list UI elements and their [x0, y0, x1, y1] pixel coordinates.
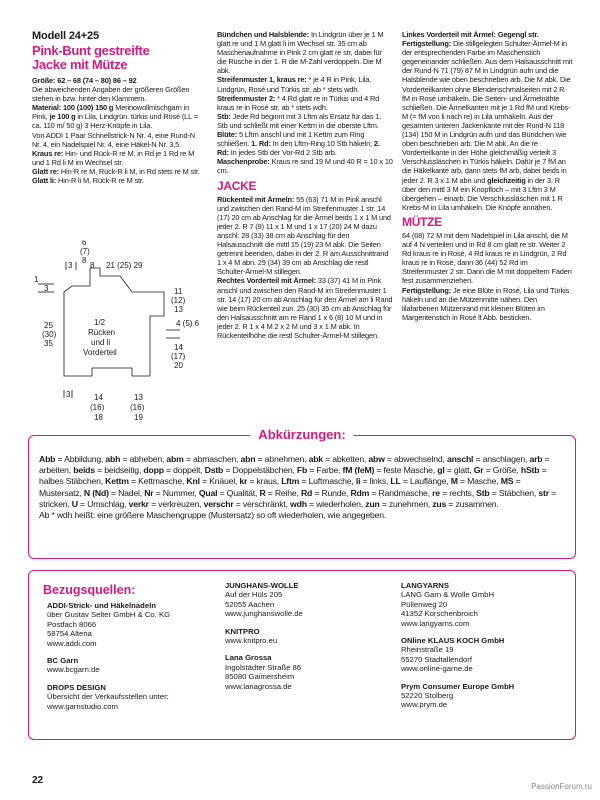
- abbreviations-box: [28, 427, 576, 559]
- source-name: Lana Grossa: [225, 653, 272, 663]
- source-name: ADDI-Strick- und Häkelnadeln: [47, 601, 156, 610]
- source-link[interactable]: www.bcgarn.de: [47, 665, 100, 675]
- abbreviation-key: M: [450, 476, 458, 487]
- dim-left-25: 25: [44, 321, 53, 330]
- sources-column-1: [47, 601, 217, 719]
- size-paragraph: [32, 76, 202, 103]
- back-paragraph: Rückenteil mit Ärmeln: 55 (63) 71 M in Pink anschl und zwischen den Rand-M im Streifenmuster 1 str. 14 (17) 20 cm ab Anschlag für die Ärmel beids 1 x 1 M und jeder 2. R 7 (9) 11 x 1 M und 1 x 17 (20) 24 M dazu anschl. 28 (33) 38 cm ab Anschlag für den Halsausschnitt die mittl 15 (19) 23 M abk. Die Seiten getrennt beenden, dabei in der 2. R am Ausschnittrand 1 x 4 M abn. 29 (34) 39 cm ab Anschlag die restl Schulter-Ärmel-M stillegen.: [217, 194, 391, 277]
- abbreviation-meaning: = abnehmen,: [255, 454, 309, 464]
- dim-bottom-13: 13: [134, 393, 143, 402]
- abbreviation-key: Dstb: [204, 465, 224, 476]
- dim-right-14: 14: [174, 343, 183, 352]
- stripe1-paragraph: Streifenmuster 1, kraus re: * je 4 R in Pink, Lila, Lindgrün, Rosé und Türkis str, ab * stets wdh.: [217, 75, 372, 94]
- source-entry: [225, 627, 385, 646]
- abbreviation-meaning: = beidseitig,: [94, 465, 144, 476]
- abbreviation-entry: [281, 476, 356, 486]
- abbreviation-meaning: = doppelt,: [163, 465, 205, 476]
- source-entry: [401, 636, 571, 674]
- abbreviation-meaning: = feste Masche,: [374, 465, 438, 476]
- right-column: [402, 30, 574, 322]
- pattern-schematic: [32, 240, 212, 435]
- abbreviation-entry: [290, 499, 365, 509]
- source-line: 52220 Stolberg: [401, 691, 454, 701]
- source-line: 58754 Altena: [47, 629, 92, 639]
- stb-paragraph: Stb: Jede Rd beginnt mit 3 Lftm als Ersatz für das 1. Stb und schließt mit einer Kettm in die oberste Lftm.: [217, 111, 382, 130]
- abbreviations-title: Abkürzungen:: [250, 427, 353, 442]
- source-name: LANGYARNS: [401, 581, 449, 590]
- kraus-paragraph: Kraus re: Hin- und Rück-R re M, in Rd je 1 Rd re M und 1 Rd li M im Wechsel str.: [32, 148, 195, 167]
- abbreviation-key: beids: [73, 465, 95, 476]
- source-entry: [225, 581, 385, 619]
- dim-right-12: (12): [171, 296, 186, 305]
- section-heading-jacke: JACKE: [217, 178, 257, 193]
- abbreviation-key: Abb: [39, 454, 56, 464]
- dim-bottom-16: (16): [90, 403, 105, 412]
- abbreviation-meaning: = Nummer,: [153, 487, 199, 498]
- abbreviation-key: hStb: [520, 465, 540, 476]
- abbreviation-meaning: = Stäbchen,: [489, 487, 539, 498]
- center-label-4: Vorderteil: [83, 348, 117, 357]
- abbreviation-entry: [239, 476, 281, 486]
- dim-left-30: (30): [42, 330, 57, 339]
- abbreviation-key: li: [355, 476, 361, 487]
- dim-bottom-16b: (16): [130, 403, 145, 412]
- dim-left-35: 35: [44, 339, 53, 348]
- abbreviation-key: verschr: [203, 498, 234, 509]
- source-line: Püllenweg 20: [401, 599, 448, 609]
- abbreviation-entry: [199, 488, 260, 498]
- abbreviation-meaning: = Reihe,: [265, 487, 301, 498]
- abbreviation-entry: [105, 454, 166, 464]
- abbreviation-meaning: = Mustersatz,: [39, 476, 521, 498]
- dim-right-13: 13: [174, 305, 183, 314]
- abbreviation-key: N (Nd): [83, 487, 109, 498]
- abbreviation-entry: [241, 454, 309, 464]
- abbreviation-entry: [356, 476, 391, 486]
- abbreviation-key: gl: [437, 465, 445, 476]
- abbreviation-key: zun: [365, 498, 380, 509]
- abbreviation-key: abw: [368, 454, 385, 464]
- source-name: DROPS DESIGN: [47, 682, 106, 692]
- source-line: 55270 Stadtallendorf: [401, 654, 472, 664]
- abbreviation-entry: [474, 465, 521, 475]
- abbreviation-meaning: = zunehmen,: [379, 498, 433, 509]
- abbreviation-key: abn: [240, 454, 256, 464]
- abbreviation-entry: [84, 488, 144, 498]
- abbreviation-key: R: [259, 487, 266, 498]
- abbreviation-meaning: = halbes Stäbchen,: [39, 465, 547, 487]
- abbreviation-key: kr: [239, 476, 248, 487]
- hat-finishing-paragraph: Fertigstellung: Je eine Blüte in Rosé, Lila und Türkis häkeln und an die Mützenmitte nähen. Den lilafarbenen Mützenrand mit kleinen Blüten im Margeritenstich in Rosé lt Abb. besticken.: [402, 285, 570, 322]
- size-note: Die abweichenden Angaben der größeren Größen stehen in bzw. hinter den Klammern.: [32, 85, 190, 104]
- source-line: Ingolstädter Straße 86: [225, 662, 302, 672]
- abbreviation-entry: [365, 499, 432, 509]
- dim-right-11: 11: [174, 287, 183, 296]
- abbreviation-entry: [205, 465, 297, 475]
- abbreviation-meaning: = Kettmasche,: [128, 476, 187, 487]
- abbreviation-key: re: [432, 487, 440, 498]
- source-entry: [47, 656, 217, 675]
- size-values: 62 – 68 (74 – 80) 86 – 92: [55, 76, 137, 85]
- abbreviation-key: Stb: [476, 487, 490, 498]
- abbreviation-meaning: = Knäuel,: [199, 476, 240, 487]
- abbreviation-key: wdh: [290, 498, 307, 509]
- sources-box: [28, 570, 576, 740]
- source-entry: [401, 581, 571, 628]
- pattern-title-line2: Jacke mit Mütze: [32, 57, 128, 72]
- abbreviation-entry: [259, 488, 301, 498]
- abbreviation-meaning: = stricken,: [39, 487, 556, 509]
- dim-top-6: 6: [82, 240, 87, 247]
- dim-bottom-14: 14: [94, 393, 103, 402]
- sources-title: Bezugsquellen:: [43, 583, 136, 597]
- source-name: ONline KLAUS KOCH GmbH: [401, 636, 505, 646]
- abbreviation-entry: [451, 476, 501, 486]
- abbreviation-key: abk: [308, 454, 323, 464]
- source-entry: [225, 653, 385, 691]
- glatt-re-paragraph: Glatt re: Hin-R re M, Rück-R li M, in Rd stets re M str.: [32, 166, 200, 176]
- dim-bottom-18: 18: [94, 413, 103, 422]
- abbreviation-key: Qual: [198, 487, 218, 498]
- source-link[interactable]: www.prym.de: [401, 700, 448, 710]
- abbreviation-meaning: = zusammen.: [446, 498, 499, 509]
- source-link[interactable]: www.junghanswolle.de: [225, 609, 303, 619]
- abbreviation-meaning: = abheben,: [120, 454, 167, 464]
- abbreviation-entry: [72, 499, 129, 509]
- abbreviation-entry: [368, 454, 447, 464]
- finishing-paragraph: Fertigstellung: Die stillgelegten Schulter-Ärmel-M in der entsprechenden Farbe im Maschenstich gegeneinander schließen. Aus dem Halsausschnitt mit der Rund-N 71 (79) 87 M in Lindgrün aufn und die Halsblende wie oben beschrieben arb. Die M abk. Die Vorderteilkanten ohne Blendenschmalseiten mit 2 R fM in Rosé umhäkeln. Die Seiten- und Ärmelnähte schließen. Die Ärmelkanten mit je 1 Rd fM und Krebs-M (= fM von li nach re) in Lila umhäkeln. Aus der gesamten unteren Jackenkante mit der Rund-N 118 (134) 150 M in Lindgrün aufn und das Bündchen wie oben beschrieben arb. Die M abk. An die re Vorderteilkante in der Höhe gleichmäßig verteilt 3 Verschlussläschen in Türkis häkeln. Dafür je 7 fM an die Häkelkante arb, dann stets fM arb, dabei beids in jeder 2. R 3 x 1 M abn und gleichzeitig in der 3. R über den mittl 3 M ein Knopfloch – mit 3 Lftm 3 M übergehen – einarb. Die Verschlussläschen mit 1 R Krebs-M in Lila umhäkeln. Die Knöpfe annähen.: [402, 39, 573, 212]
- abbreviation-entry: [432, 499, 498, 509]
- abbreviation-meaning: = verkreuzen,: [148, 498, 204, 509]
- size-label: Größe:: [32, 76, 56, 85]
- abbreviation-meaning: = arbeiten,: [39, 454, 550, 476]
- needles-text: Von ADDI 1 Paar Schnellstrick-N Nr. 4, eine Rund-N Nr. 4, ein Nadelspiel Nr. 4, eine Häkel-N Nr. 3,5.: [32, 130, 195, 149]
- dim-right-4: 4 (5) 6: [176, 319, 200, 328]
- source-link[interactable]: www.addi.com: [47, 638, 97, 648]
- abbreviation-meaning: = abmaschen,: [183, 454, 241, 464]
- source-link[interactable]: www.knitpro.eu: [225, 636, 278, 646]
- left-column: [32, 30, 202, 185]
- abbreviation-key: abh: [105, 454, 121, 464]
- abbreviations-list: [39, 454, 565, 510]
- abbreviation-meaning: = abketten,: [322, 454, 369, 464]
- abbreviation-meaning: = wiederholen,: [306, 498, 366, 509]
- abbreviation-meaning: = Luftmasche,: [299, 476, 356, 487]
- source-line: Postfach 8066: [47, 619, 97, 629]
- abbreviation-meaning: = rechts,: [439, 487, 477, 498]
- abbreviation-meaning: = Abbildung,: [55, 454, 106, 464]
- material-label: Material: 100 (100) 150 g: [32, 103, 114, 113]
- abbreviation-key: arb: [529, 454, 543, 464]
- abbreviation-key: zus: [432, 498, 447, 509]
- abbreviation-key: U: [71, 498, 78, 509]
- pattern-title-line1: Pink-Bunt gestreifte: [32, 43, 150, 58]
- abbreviation-entry: [39, 454, 105, 464]
- center-label-3: und li: [91, 338, 111, 347]
- right-front-paragraph: Rechtes Vorderteil mit Ärmel: 33 (37) 41 M in Pink anschl und zwischen den Rand-M im Streifenmuster 1 str. 14 (17) 20 cm ab Anschlag für den Ärmel am li Rand wie beim Rückenteil zun. 25 (30) 35 cm ab Anschlag für den Halsausschnitt am re Rand 1 x 6 (8) 10 M und in jeder 2. R 1 x 4 M 2 x 2 M und 3 x 1 M abk. In Rückenteilhöhe die restl Schulter-Ärmel-M stillegen.: [217, 276, 393, 340]
- abbreviation-key: dopp: [143, 465, 164, 476]
- abbreviation-entry: [343, 465, 438, 475]
- abbreviation-entry: [350, 488, 432, 498]
- material-paragraph: Material: 100 (100) 150 g Merinowollmischgarn in Pink, je 100 g in Lila, Lindgrün. türkis und Rosé (LL = ca. 110 m/ 50 g) 3 Herz-Knöpfe in Lila. Von ADDI 1 Paar Schnellstrick-N Nr. 4, eine Rund-N Nr. 4, ein Nadelspiel Nr. 4, eine Häkel-N Nr. 3,5.: [32, 103, 198, 149]
- source-line: LANG Garn & Wolle GmbH: [401, 590, 494, 600]
- dim-left-3: 3: [44, 284, 49, 293]
- abbreviation-entry: [143, 465, 204, 475]
- dim-bottom-19: 19: [134, 413, 143, 422]
- abbreviation-meaning: = glatt,: [444, 465, 474, 476]
- abbreviation-entry: [390, 476, 450, 486]
- abbreviation-meaning: = Qualität,: [217, 487, 260, 498]
- abbreviation-key: verkr: [128, 498, 149, 509]
- abbreviation-meaning: = Farbe,: [307, 465, 343, 476]
- abbreviation-entry: [476, 488, 538, 498]
- abbreviation-entry: [166, 454, 240, 464]
- source-link[interactable]: www.online-garne.de: [401, 664, 473, 674]
- abbreviation-key: Nr: [144, 487, 154, 498]
- abbreviation-meaning: = Größe,: [483, 465, 521, 476]
- source-link[interactable]: www.langyarns.com: [401, 618, 470, 628]
- source-name: KNITPRO: [225, 626, 260, 636]
- dim-bottom-3: 3: [66, 390, 71, 399]
- abbreviation-meaning: = Masche,: [457, 476, 501, 487]
- abbreviation-meaning: = kraus,: [247, 476, 282, 487]
- abbreviation-key: Gr: [473, 465, 484, 476]
- dim-right-17: (17): [171, 352, 186, 361]
- dim-right-20: 20: [174, 361, 183, 370]
- sources-column-3: [401, 581, 571, 718]
- abbreviation-key: Knl: [186, 476, 200, 487]
- source-name: BC Garn: [47, 656, 79, 666]
- abbreviation-key: Fb: [296, 465, 308, 476]
- dim-top-7: (7): [80, 247, 90, 256]
- dim-top-3: 3: [68, 261, 73, 270]
- abbreviation-key: abm: [166, 454, 184, 464]
- flower-paragraph: Blüte: 5 Lftm anschl und mit 1 Kettm zum Ring schließen. 1. Rd: In den Lftm-Ring 10 Stb häkeln; 2. Rd: In jedes Stb der Vor-Rd 2 Stb arb.: [217, 130, 380, 158]
- model-number: Modell 24+25: [32, 30, 99, 42]
- abbreviation-key: str: [538, 487, 549, 498]
- gauge-paragraph: Maschenprobe: Kraus re sind 19 M und 40 R = 10 x 10 cm.: [217, 157, 393, 176]
- abbreviation-entry: [301, 488, 351, 498]
- abbreviation-meaning: = Lauflänge,: [400, 476, 451, 487]
- abbreviation-key: Rdm: [350, 487, 370, 498]
- abbreviation-entry: [186, 476, 239, 486]
- source-line: 52055 Aachen: [225, 599, 275, 609]
- cuff-paragraph: Bündchen und Halsblende: In Lindgrün über je 1 M glatt re und 1 M glatt li im Wechsel str. 35 cm ab Maschenaufnahme in Pink 2 cm glatt re str, dabei für die Rüsche in der 1. R die M-Zahl verdoppeln. Die M abk.: [217, 30, 384, 76]
- glatt-li-paragraph: Glatt li: Hin-R li M, Rück-R re M str.: [32, 176, 144, 186]
- section-heading-muetze: MÜTZE: [402, 214, 442, 229]
- abbreviation-key: Lftm: [281, 476, 300, 487]
- abbreviation-meaning: = Runde,: [312, 487, 351, 498]
- source-link[interactable]: www.garnstudio.com: [47, 701, 118, 711]
- abbreviation-entry: [447, 454, 530, 464]
- abbreviation-meaning: = anschlagen,: [473, 454, 530, 464]
- source-line: über Gustav Selter GmbH & Co. KG: [47, 610, 171, 620]
- source-link[interactable]: www.lanagrossa.de: [225, 681, 292, 691]
- stripe2-paragraph: Streifenmuster 2: * 4 Rd glatt re in Türkis und 4 Rd kraus re in Rosé str, ab * stets wdh.: [217, 93, 380, 112]
- source-line: 41352 Korschenbroich: [401, 609, 478, 619]
- dim-left-1: 1: [34, 275, 39, 284]
- dim-top-21: 21 (25) 29: [106, 261, 143, 270]
- abbreviation-entry: [105, 476, 186, 486]
- abbreviation-key: MS: [500, 476, 514, 487]
- hat-paragraph: 64 (68) 72 M mit dem Nadelspiel in Lila anschl, die M auf 4 N verteilen und in Rd 8 cm glatt re str. Weiter 2 Rd kraus re in Rosé, 4 Rd kraus re in Lindgrün, 2 Rd kraus re in Rosé, dann 36 (44) 52 Rd im Streifenmuster 2 str. Dann die M mit doppeltem Faden fest zusammenziehen.: [402, 230, 572, 286]
- abbreviation-meaning: = links,: [360, 476, 391, 487]
- dim-top-8b: 8: [90, 261, 95, 270]
- source-line: 85080 Gaimersheim: [225, 672, 295, 682]
- middle-column: [217, 30, 393, 340]
- dim-top-8: 8: [82, 256, 87, 265]
- abbreviation-meaning: = abwechselnd,: [384, 454, 447, 464]
- abbreviation-meaning: = verschränkt,: [233, 498, 291, 509]
- source-entry: [47, 683, 217, 711]
- source-name: JUNGHANS-WOLLE: [225, 581, 299, 590]
- center-label-1: 1/2: [94, 318, 106, 327]
- abbreviation-entry: [437, 465, 473, 475]
- center-label-2: Rücken: [88, 328, 116, 337]
- sources-column-2: [225, 581, 385, 699]
- source-line: Rheinstraße 19: [401, 645, 454, 655]
- abbreviation-meaning: = Nadel,: [108, 487, 145, 498]
- source-name: Prym Consumer Europe GmbH: [401, 681, 515, 691]
- left-front-paragraph: Linkes Vorderteil mit Ärmel: Gegengl str.: [402, 30, 539, 39]
- abbreviations-note: Ab * wdh heißt: eine größere Maschengruppe (Mustersatz) so oft wiederholen, wie angegeben.: [39, 510, 387, 521]
- abbreviation-entry: [73, 465, 143, 475]
- abbreviation-key: anschl: [446, 454, 474, 464]
- abbreviation-key: Rd: [300, 487, 313, 498]
- abbreviation-meaning: = Doppelstäbchen,: [223, 465, 297, 476]
- source-entry: [47, 601, 217, 648]
- abbreviation-entry: [204, 499, 290, 509]
- abbreviation-entry: [297, 465, 343, 475]
- abbreviation-key: fM (feM): [342, 465, 375, 476]
- abbreviation-key: Kettm: [105, 476, 129, 487]
- watermark: PassionForum.ru: [531, 782, 592, 791]
- source-line: Übersicht der Verkaufsstellen unter:: [47, 692, 169, 702]
- abbreviation-key: LL: [390, 476, 401, 487]
- schematic-outline: [64, 268, 164, 376]
- page-number: 22: [32, 775, 44, 786]
- abbreviation-meaning: = Randmasche,: [369, 487, 433, 498]
- source-line: Auf der Hüls 205: [225, 590, 283, 600]
- abbreviation-entry: [309, 454, 369, 464]
- abbreviation-entry: [432, 488, 476, 498]
- source-entry: [401, 682, 571, 710]
- abbreviation-entry: [144, 488, 199, 498]
- abbreviation-meaning: = Umschlag,: [77, 498, 129, 509]
- abbreviation-entry: [129, 499, 204, 509]
